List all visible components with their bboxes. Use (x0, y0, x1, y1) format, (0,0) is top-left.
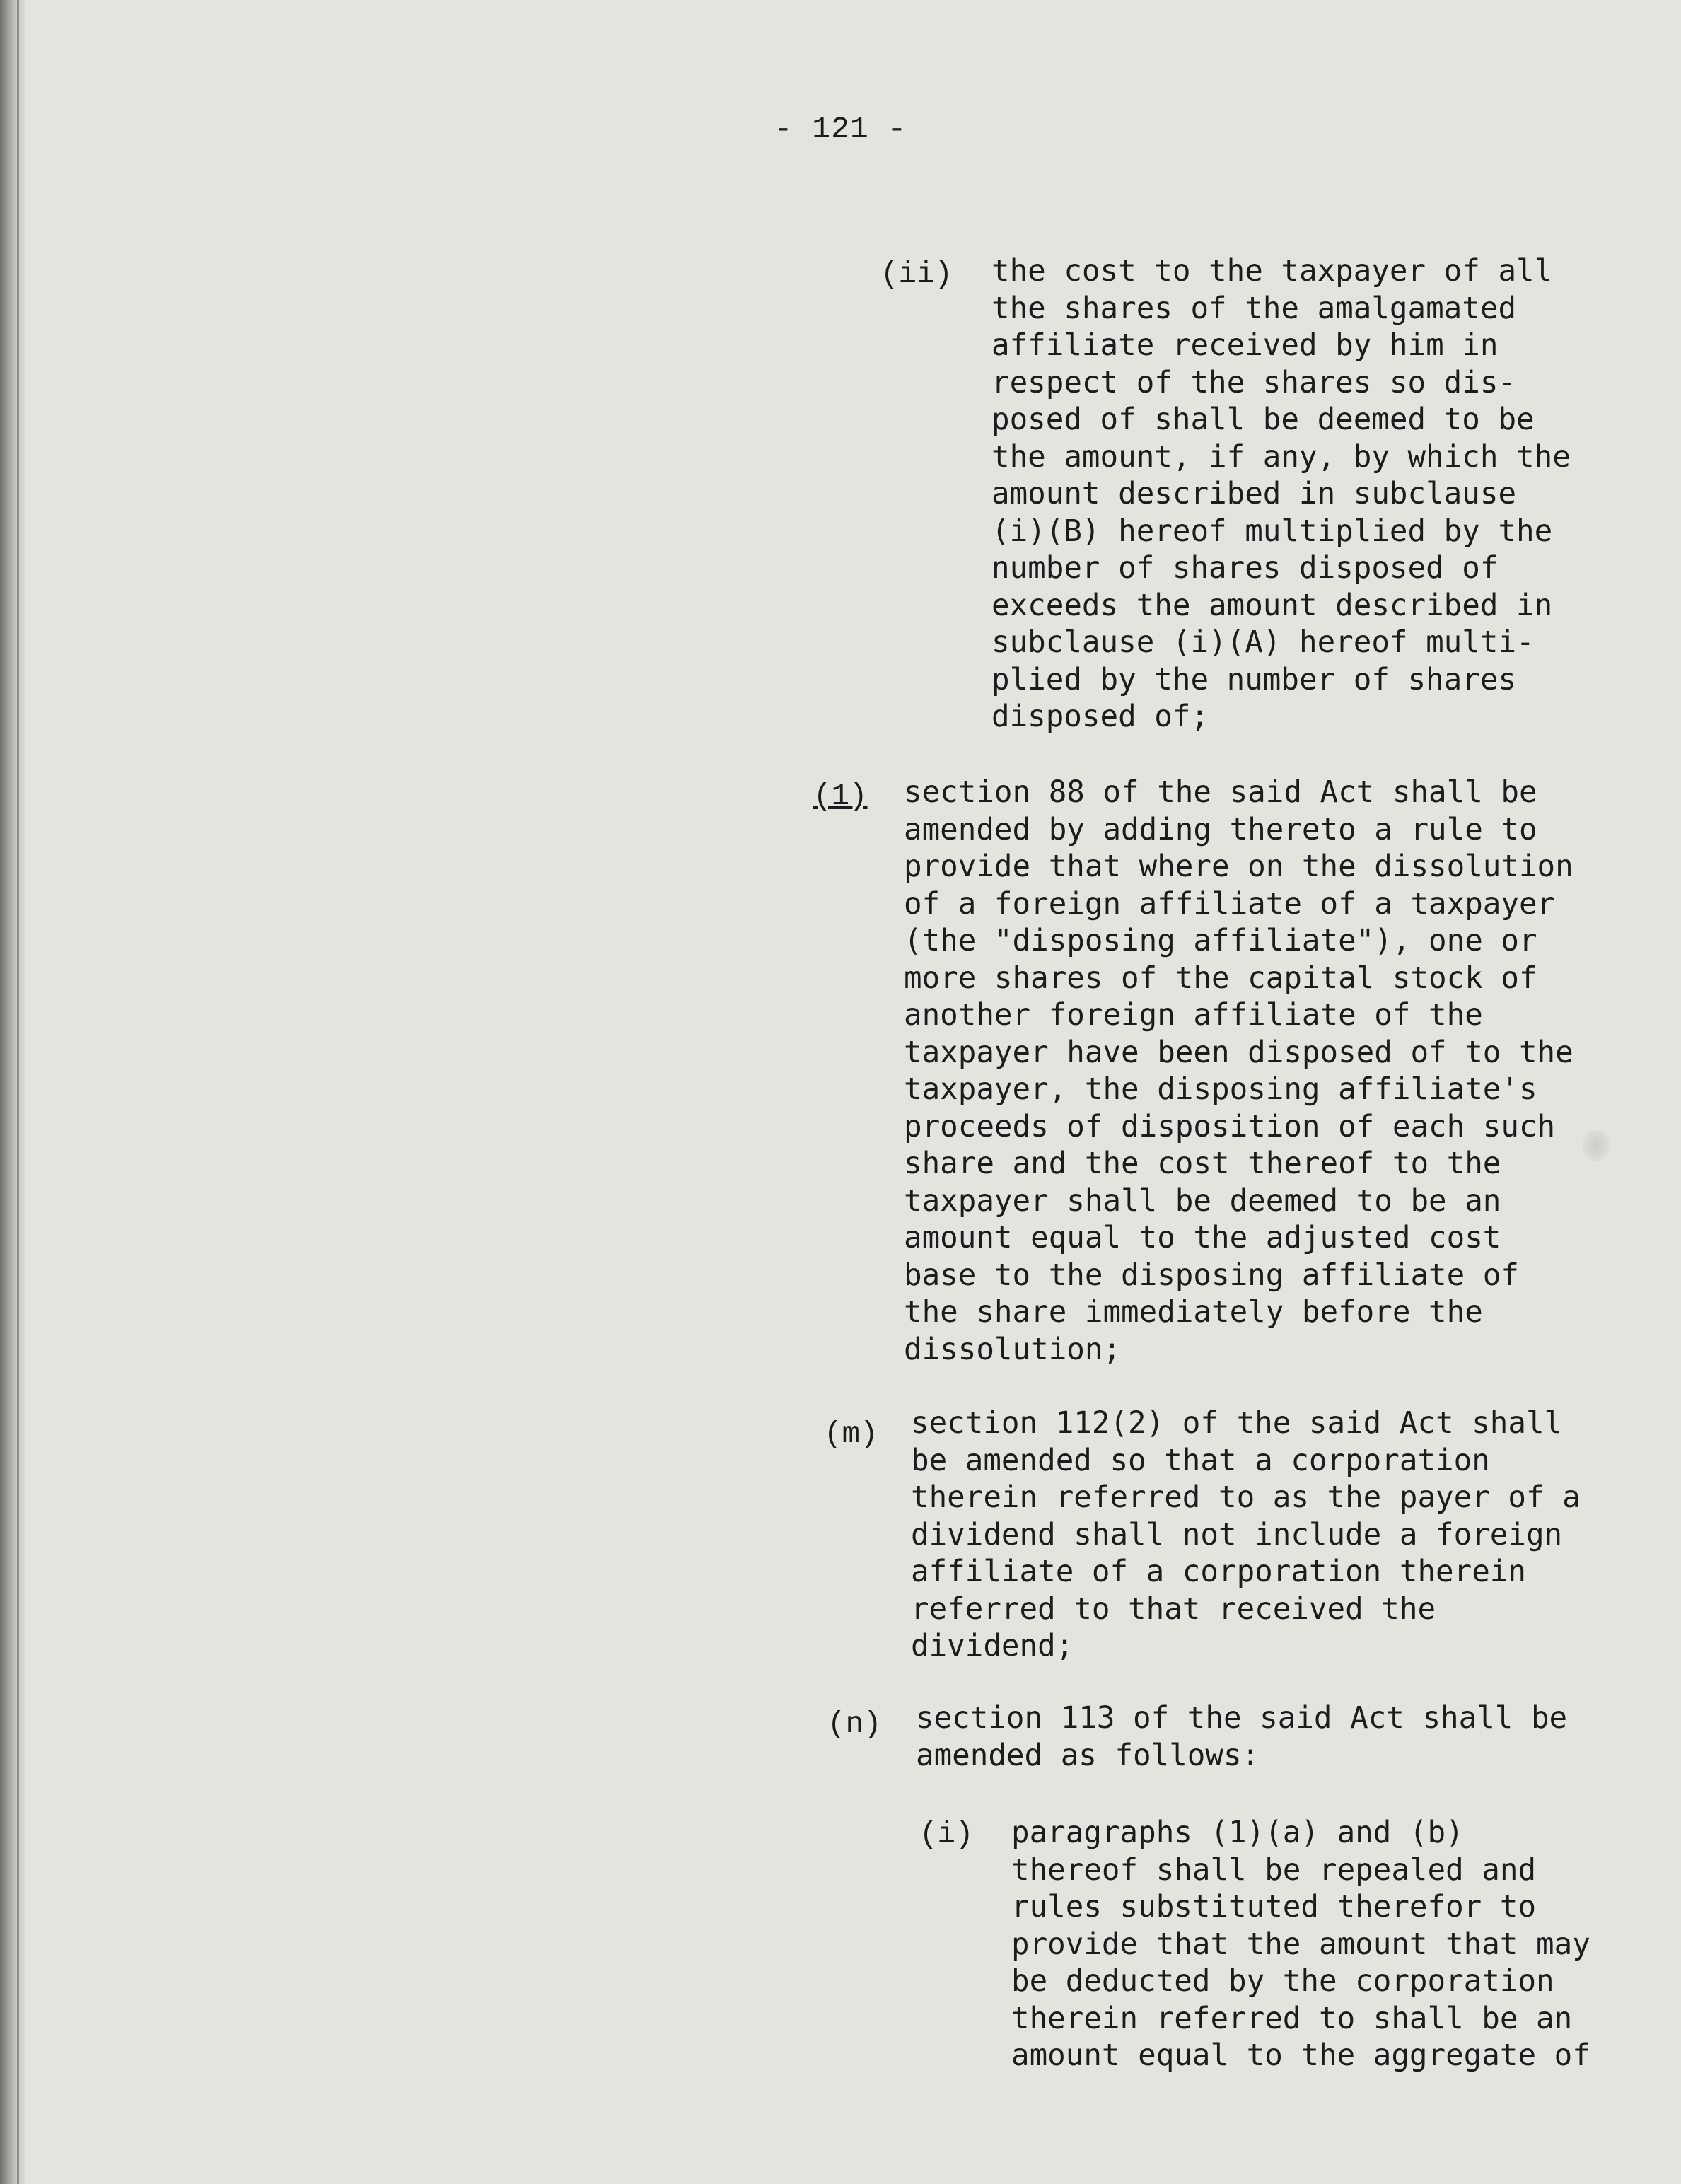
line: the amount, if any, by which the (991, 439, 1571, 475)
line: taxpayer, the disposing affiliate's (904, 1072, 1537, 1107)
binding-edge (0, 0, 25, 2184)
line: proceeds of disposition of each such (904, 1109, 1556, 1144)
line: amount equal to the adjusted cost (904, 1221, 1501, 1255)
line: affiliate of a corporation therein (911, 1555, 1526, 1589)
item-text-m (911, 1405, 1581, 1666)
line: the shares of the amalgamated (991, 291, 1517, 326)
line: subclause (i)(A) hereof multi- (991, 625, 1535, 660)
line: provide that where on the dissolution (904, 849, 1574, 884)
item-marker-i: (i) (919, 1818, 974, 1852)
line: section 112(2) of the said Act shall (911, 1406, 1563, 1441)
item-text-n (916, 1700, 1567, 1774)
item-text-ii (991, 253, 1571, 736)
item-marker-1: (1) (813, 779, 868, 813)
line: paragraphs (1)(a) and (b) (1011, 1816, 1464, 1850)
page-smudge (1583, 1130, 1610, 1161)
item-marker-m: (m) (824, 1417, 878, 1451)
line: affiliate received by him in (991, 328, 1499, 363)
line: share and the cost thereof to the (904, 1146, 1501, 1181)
binding-line (17, 0, 19, 2184)
line: posed of shall be deemed to be (991, 402, 1535, 437)
line: (the "disposing affiliate"), one or (904, 924, 1537, 958)
line: thereof shall be repealed and (1011, 1852, 1537, 1888)
item-marker-ii: (ii) (880, 257, 953, 291)
line: number of shares disposed of (991, 551, 1499, 586)
line: therein referred to as the payer of a (911, 1480, 1581, 1515)
line: amended by adding thereto a rule to (904, 812, 1537, 847)
page-number: - 121 - (774, 112, 907, 146)
line: the share immediately before the (904, 1295, 1483, 1330)
item-marker-n: (n) (827, 1707, 882, 1741)
line: amount equal to the aggregate of (1011, 2038, 1590, 2073)
line: more shares of the capital stock of (904, 960, 1537, 996)
item-text-1 (904, 774, 1574, 1369)
line: amount described in subclause (991, 477, 1517, 511)
line: section 113 of the said Act shall be (916, 1701, 1568, 1736)
line: be amended so that a corporation (911, 1443, 1490, 1478)
line: another foreign affiliate of the (904, 998, 1483, 1033)
line: referred to that received the (911, 1591, 1436, 1627)
line: taxpayer shall be deemed to be an (904, 1183, 1501, 1219)
line: disposed of; (991, 699, 1209, 734)
line: respect of the shares so dis- (991, 365, 1517, 400)
line: the cost to the taxpayer of all (991, 254, 1553, 289)
line: rules substituted therefor to (1011, 1890, 1537, 1924)
line: exceeds the amount described in (991, 588, 1553, 623)
line: base to the disposing affiliate of (904, 1257, 1519, 1293)
line: dissolution; (904, 1332, 1122, 1367)
line: plied by the number of shares (991, 662, 1517, 697)
line: amended as follows: (916, 1738, 1260, 1773)
line: be deducted by the corporation (1011, 1964, 1554, 1999)
line: provide that the amount that may (1011, 1927, 1590, 1962)
line: (i)(B) hereof multiplied by the (991, 513, 1553, 549)
line: of a foreign affiliate of a taxpayer (904, 886, 1556, 922)
item-text-i (1011, 1815, 1590, 2075)
line: taxpayer have been disposed of to the (904, 1035, 1574, 1070)
line: section 88 of the said Act shall be (904, 775, 1537, 810)
line: dividend shall not include a foreign (911, 1517, 1563, 1552)
line: dividend; (911, 1629, 1074, 1663)
line: therein referred to shall be an (1011, 2001, 1573, 2036)
